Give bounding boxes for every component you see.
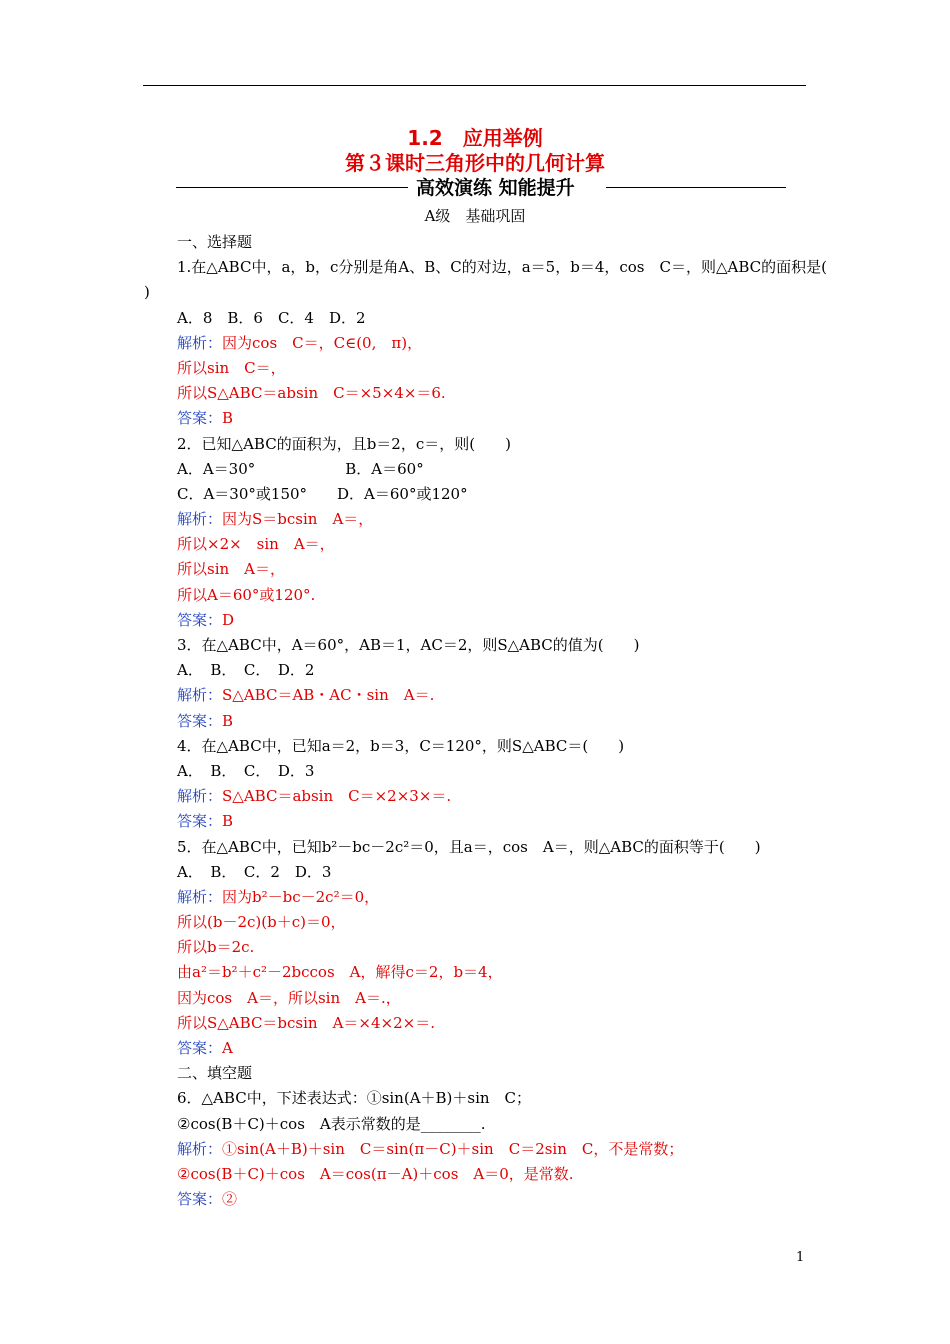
line-text: 答案：	[177, 1039, 223, 1057]
line-text: 由a²＝b²＋c²－2bccos A，解得c＝2，b＝4，	[177, 963, 503, 982]
line-answer-text: D	[222, 610, 235, 629]
line-text: 答案：	[177, 812, 223, 831]
text-line	[177, 230, 817, 255]
lesson-title: 第３课时三角形中的几何计算	[345, 151, 605, 175]
text-line	[177, 885, 817, 910]
line-answer-text: B	[222, 812, 234, 831]
line-text: )	[144, 283, 150, 302]
text-line	[177, 986, 817, 1011]
text-line	[177, 759, 817, 784]
line-text: 解析：	[177, 333, 223, 352]
text-line	[177, 1112, 817, 1137]
line-text: A．A＝30° B．A＝60°	[177, 459, 424, 478]
line-text: A．8 B．6 C．4 D．2	[177, 308, 366, 327]
text-line	[177, 507, 817, 532]
text-line	[177, 482, 817, 507]
text-line	[177, 583, 817, 608]
text-line	[177, 381, 817, 406]
text-line	[177, 1162, 817, 1187]
text-line	[177, 658, 817, 683]
line-text: 所以S△ABC＝bcsin A＝×4×2×＝.	[177, 1013, 435, 1032]
line-text: 1.在△ABC中，a，b，c分别是角A、B、C的对边，a＝5，b＝4，cos C＝，则△ABC的面积是(	[177, 258, 827, 277]
line-text: 所以sin C＝，	[177, 358, 286, 377]
line-text: 答案：	[177, 711, 223, 730]
line-text: 一、选择题	[177, 233, 253, 251]
line-answer-text: ②	[222, 1190, 238, 1209]
text-line	[177, 557, 817, 582]
line-text: 4．在△ABC中，已知a＝2，b＝3，C＝120°，则S△ABC＝( )	[177, 736, 625, 755]
line-answer-text: B	[222, 409, 234, 428]
text-line	[177, 1061, 817, 1086]
line-text: 所以sin A＝，	[177, 560, 285, 579]
banner	[176, 176, 786, 200]
line-text: 解析：	[177, 887, 223, 906]
line-text: 所以S△ABC＝absin C＝×5×4×＝6.	[177, 384, 446, 403]
text-line	[177, 532, 817, 557]
text-line	[177, 734, 817, 759]
level-heading: A级 基础巩固	[424, 207, 526, 225]
line-text: A． B． C． D．2	[177, 661, 315, 680]
text-line	[177, 1036, 817, 1061]
text-line	[177, 835, 817, 860]
text-line	[177, 608, 817, 633]
banner-text: 高效演练 知能提升	[416, 177, 575, 199]
line-text: 6．△ABC中，下述表达式：①sin(A＋B)＋sin C；	[177, 1089, 532, 1108]
text-line	[177, 633, 817, 658]
text-line	[177, 1137, 817, 1162]
line-answer-text: S△ABC＝AB・AC・sin A＝.	[222, 686, 435, 705]
line-text: ②cos(B＋C)＋cos A＝cos(π－A)＋cos A＝0，是常数.	[177, 1164, 574, 1183]
line-text: 答案：	[177, 1190, 223, 1209]
text-line	[177, 1086, 817, 1111]
text-line	[177, 406, 817, 431]
line-text: 解析：	[177, 510, 223, 529]
text-line	[144, 280, 817, 305]
line-text: 所以b＝2c.	[177, 938, 255, 957]
line-text: 解析：	[177, 1139, 223, 1158]
line-text: 2．已知△ABC的面积为，且b＝2，c＝，则( )	[177, 434, 511, 453]
line-answer-text: 因为cos C＝，C∈(0, π)，	[222, 333, 423, 352]
page-number: 1	[796, 1250, 805, 1265]
text-line	[177, 960, 817, 985]
text-line	[177, 910, 817, 935]
header-rule	[143, 85, 806, 86]
line-text: 二、填空题	[177, 1064, 253, 1083]
line-answer-text: A	[222, 1039, 233, 1057]
line-text: 3．在△ABC中，A＝60°，AB＝1，AC＝2，则S△ABC的值为( )	[177, 636, 640, 654]
line-answer-text: ①sin(A＋B)＋sin C＝sin(π－C)＋sin C＝2sin C，不是常数；	[222, 1139, 684, 1158]
line-text: C．A＝30°或150° D．A＝60°或120°	[177, 484, 468, 503]
section-title: 1.2 应用举例	[407, 126, 543, 150]
banner-rule-right	[606, 187, 786, 188]
text-line	[177, 255, 827, 280]
banner-rule-left	[176, 187, 408, 188]
text-line	[177, 356, 817, 381]
line-answer-text: 因为S＝bcsin A＝，	[222, 510, 374, 529]
line-text: 所以(b－2c)(b＋c)＝0，	[177, 913, 346, 932]
line-text: A． B． C．2 D．3	[177, 862, 332, 881]
text-line	[177, 935, 817, 960]
line-answer-text: 因为b²－bc－2c²＝0，	[222, 887, 380, 906]
text-line	[177, 306, 817, 331]
text-line	[177, 860, 817, 885]
line-text: 所以A＝60°或120°.	[177, 585, 316, 604]
text-line	[177, 432, 817, 457]
line-text: ②cos(B＋C)＋cos A表示常数的是________.	[177, 1114, 486, 1133]
line-text: 答案：	[177, 610, 223, 629]
text-line	[177, 809, 817, 834]
text-line	[177, 1011, 817, 1036]
line-text: 解析：	[177, 686, 223, 705]
line-text: 答案：	[177, 409, 223, 428]
text-line	[177, 683, 817, 708]
exercise-content	[144, 230, 827, 1212]
text-line	[177, 709, 817, 734]
text-line	[177, 457, 817, 482]
text-line	[177, 1187, 817, 1212]
line-text: 5．在△ABC中，已知b²－bc－2c²＝0，且a＝，cos A＝，则△ABC的面积等于( )	[177, 837, 761, 856]
line-text: 因为cos A＝，所以sin A＝.，	[177, 988, 401, 1007]
line-answer-text: B	[222, 711, 234, 730]
line-text: A． B． C． D．3	[177, 761, 315, 780]
line-text: 解析：	[177, 787, 223, 806]
line-text: 所以×2× sin A＝，	[177, 535, 335, 554]
line-answer-text: S△ABC＝absin C＝×2×3×＝.	[222, 787, 452, 806]
text-line	[177, 784, 817, 809]
text-line	[177, 331, 817, 356]
